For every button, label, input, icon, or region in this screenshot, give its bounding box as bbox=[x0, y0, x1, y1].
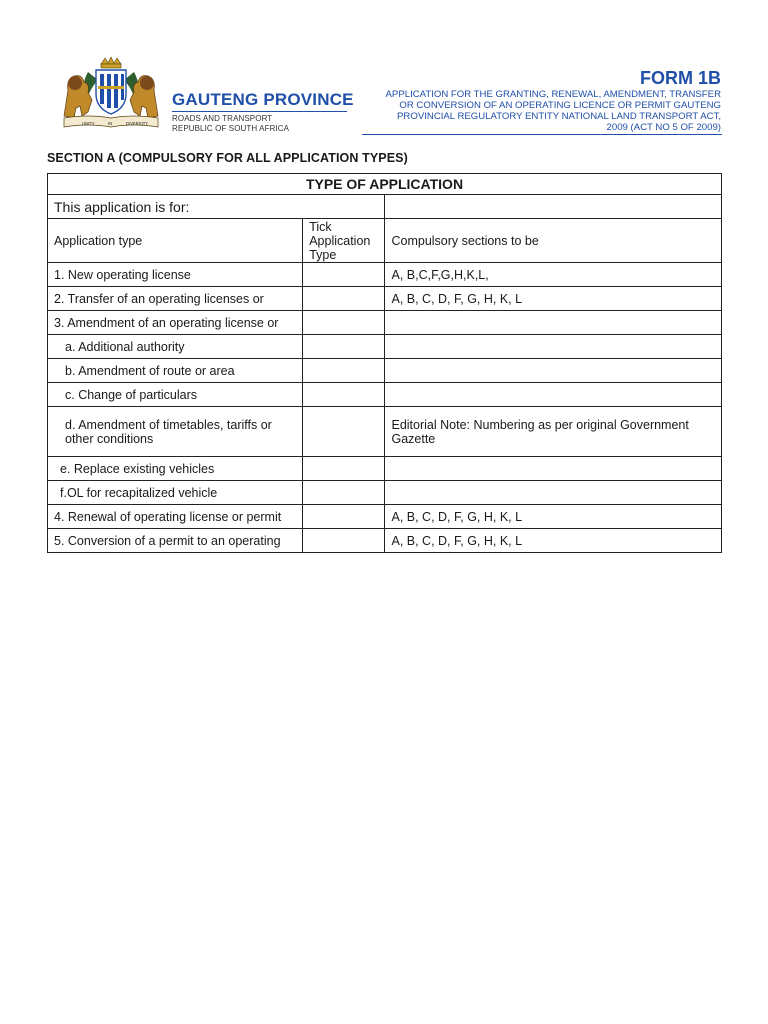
crest-motto-unity: UNITY bbox=[82, 121, 95, 126]
row-label: a. Additional authority bbox=[48, 335, 303, 359]
tick-cell[interactable] bbox=[303, 359, 385, 383]
header-application-type: Application type bbox=[48, 219, 303, 263]
country-name: REPUBLIC OF SOUTH AFRICA bbox=[172, 124, 290, 133]
tick-cell[interactable] bbox=[303, 287, 385, 311]
table-title: TYPE OF APPLICATION bbox=[48, 174, 722, 195]
crest-motto-diversity: DIVERSITY bbox=[126, 121, 149, 126]
table-row bbox=[48, 311, 722, 335]
sections-cell: A, B, C, D, F, G, H, K, L bbox=[385, 529, 722, 553]
table-row bbox=[48, 505, 722, 529]
table-title-row bbox=[48, 174, 722, 195]
sections-cell: A, B, C, D, F, G, H, K, L bbox=[385, 505, 722, 529]
table-row bbox=[48, 287, 722, 311]
province-name: GAUTENG PROVINCE bbox=[172, 90, 354, 109]
sections-cell bbox=[385, 457, 722, 481]
sections-cell: A, B,C,F,G,H,K,L, bbox=[385, 263, 722, 287]
tick-cell[interactable] bbox=[303, 383, 385, 407]
row-label: b. Amendment of route or area bbox=[48, 359, 303, 383]
table-row bbox=[48, 481, 722, 505]
province-logo bbox=[172, 90, 354, 134]
application-for-row bbox=[48, 195, 722, 219]
department-name: ROADS AND TRANSPORT bbox=[172, 114, 273, 123]
tick-cell[interactable] bbox=[303, 457, 385, 481]
sections-cell: Editorial Note: Numbering as per original Government Gazette bbox=[385, 407, 722, 457]
province-rule bbox=[172, 111, 347, 112]
application-for-field[interactable] bbox=[385, 195, 722, 219]
tick-cell[interactable] bbox=[303, 335, 385, 359]
form-number: FORM 1B bbox=[640, 68, 721, 88]
tick-cell[interactable] bbox=[303, 311, 385, 335]
sections-cell: A, B, C, D, F, G, H, K, L bbox=[385, 287, 722, 311]
table-row bbox=[48, 529, 722, 553]
sections-cell bbox=[385, 481, 722, 505]
tick-cell[interactable] bbox=[303, 505, 385, 529]
row-label: d. Amendment of timetables, tariffs or other conditions bbox=[48, 407, 303, 457]
page-header bbox=[0, 0, 768, 140]
tick-cell[interactable] bbox=[303, 263, 385, 287]
crest-motto-in: IN bbox=[108, 121, 113, 126]
sections-cell bbox=[385, 335, 722, 359]
header-sections: Compulsory sections to be bbox=[385, 219, 722, 263]
row-label: c. Change of particulars bbox=[48, 383, 303, 407]
application-type-table bbox=[47, 173, 722, 553]
sections-cell bbox=[385, 383, 722, 407]
row-label: 4. Renewal of operating license or permit bbox=[48, 505, 303, 529]
application-for-label: This application is for: bbox=[48, 195, 385, 219]
row-label: 5. Conversion of a permit to an operating bbox=[48, 529, 303, 553]
row-label: f.OL for recapitalized vehicle bbox=[48, 481, 303, 505]
form-description: APPLICATION FOR THE GRANTING, RENEWAL, AMENDMENT, TRANSFER OR CONVERSION OF AN OPERATING LICENCE OR PERMIT GAUTENG PROVINCIAL REGULATORY ENTITY NATIONAL LAND TRANSPORT ACT, 2009 (ACT NO 5 OF 2009) bbox=[385, 89, 721, 133]
table-row bbox=[48, 457, 722, 481]
row-label: 2. Transfer of an operating licenses or bbox=[48, 287, 303, 311]
coat-of-arms-icon bbox=[58, 56, 164, 130]
sections-cell bbox=[385, 311, 722, 335]
table-row bbox=[48, 359, 722, 383]
row-label: 3. Amendment of an operating license or bbox=[48, 311, 303, 335]
tick-cell[interactable] bbox=[303, 407, 385, 457]
header-divider bbox=[362, 134, 722, 135]
row-label: 1. New operating license bbox=[48, 263, 303, 287]
section-title: SECTION A (COMPULSORY FOR ALL APPLICATION TYPES) bbox=[47, 151, 408, 165]
row-label: e. Replace existing vehicles bbox=[48, 457, 303, 481]
table-header-row bbox=[48, 219, 722, 263]
table-row bbox=[48, 407, 722, 457]
sections-cell bbox=[385, 359, 722, 383]
tick-cell[interactable] bbox=[303, 529, 385, 553]
table-row bbox=[48, 335, 722, 359]
table-row bbox=[48, 263, 722, 287]
table-row bbox=[48, 383, 722, 407]
tick-cell[interactable] bbox=[303, 481, 385, 505]
header-tick: Tick Application Type bbox=[303, 219, 385, 263]
form-heading bbox=[381, 68, 721, 133]
